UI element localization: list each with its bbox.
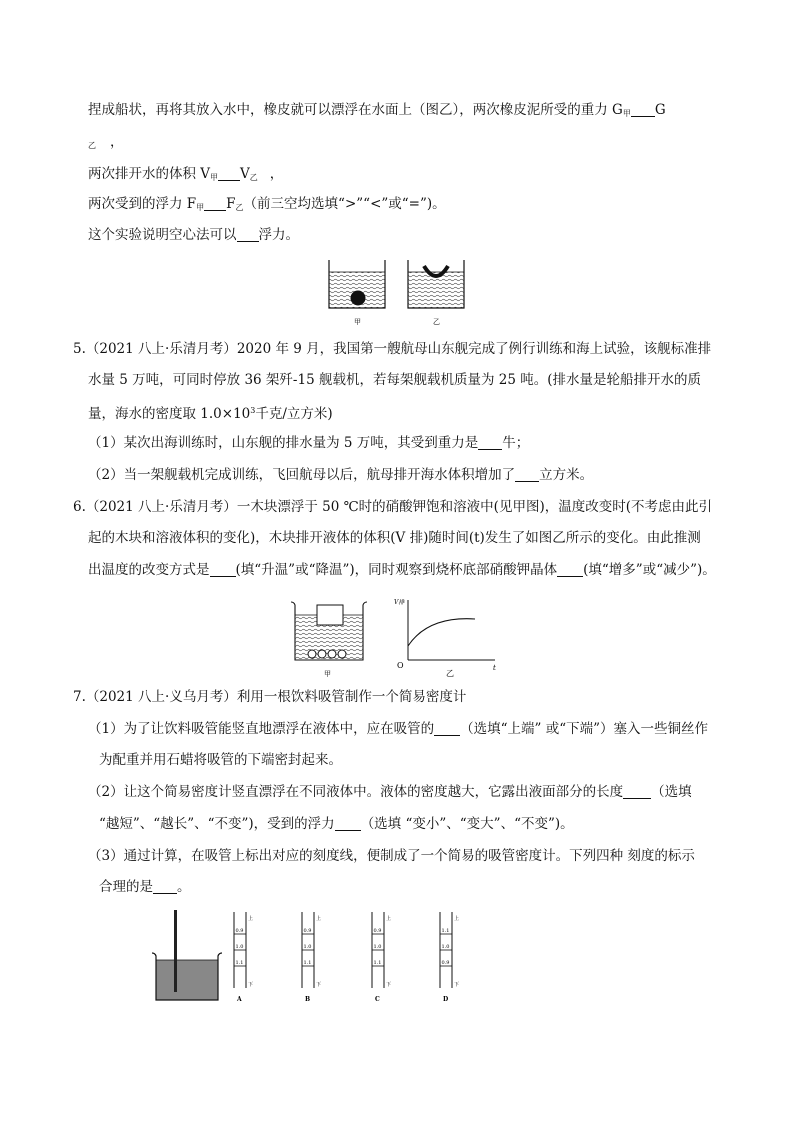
q7-blank-4[interactable] — [153, 879, 177, 894]
q4-line4: 两次受到的浮力 $F_甲$ $F_乙$（前三空均选填“>”“<”或“=”)。 — [88, 196, 446, 212]
scale-mark: 0.9 — [441, 960, 450, 966]
scale-mark: 1.1 — [303, 960, 312, 966]
dark-liquid — [156, 960, 218, 1000]
v-label: V排 — [394, 599, 405, 606]
q5-line1: 5.（2021 八上·乐清月考）2020 年 9 月，我国第一艘航母山东舰完成了例行训练和海上试验，该舰标准排 — [73, 341, 712, 357]
q6-line1: 6.（2021 八上·乐清月考）一木块漂浮于 50 ℃时的硝酸钾饱和溶液中(见甲图)，温度改变时(不考虑由此引 — [73, 499, 712, 515]
q6-line2: 起的木块和溶液体积的变化)，木块排开液体的体积(V 排)随时间(t)发生了如图乙所示的变化。由此推测 — [88, 530, 701, 546]
q6-figure — [290, 596, 500, 680]
origin-label: O — [397, 661, 404, 670]
scale-mark: 1.1 — [373, 960, 382, 966]
option-label: D — [443, 996, 449, 1003]
q4-blank-method[interactable] — [237, 227, 259, 242]
q4-blank-g[interactable] — [631, 102, 655, 117]
scale-mark: 1.0 — [303, 944, 312, 950]
q6-blank-2[interactable] — [557, 562, 583, 577]
straw-top-label: 上 — [454, 916, 460, 922]
straw-bottom-label: 下 — [316, 982, 322, 988]
q7-sub1: （1）为了让饮料吸管能竖直地漂浮在液体中，应在吸管的 （选填“上端” 或“下端”）塞入一些铜丝作 — [88, 721, 708, 737]
q5-blank-1[interactable] — [478, 435, 502, 450]
straw-top-label: 上 — [316, 916, 322, 922]
scale-mark: 0.9 — [235, 928, 244, 934]
beakers-svg — [322, 258, 472, 330]
straw — [174, 910, 177, 992]
t-label: t — [493, 664, 496, 672]
straw-bottom-label: 下 — [454, 982, 460, 988]
scale-mark: 1.0 — [373, 944, 382, 950]
q5-line2: 水量 5 万吨，可同时停放 36 架歼-15 舰载机，若每架舰载机质量为 25 吨。(排水量是轮船排开水的质 — [88, 372, 701, 388]
q4-line2: $_乙$ ， — [88, 134, 124, 150]
scale-mark: 0.9 — [373, 928, 382, 934]
q6-blank-1[interactable] — [210, 562, 236, 577]
q6-figure-svg — [290, 596, 500, 680]
q5-sub2: （2）当一架舰载机完成训练，飞回航母以后，航母排开海水体积增加了 立方米。 — [88, 467, 594, 483]
label-jia: 甲 — [324, 670, 331, 678]
option-label: A — [237, 996, 242, 1003]
q7-sub3: （3）通过计算，在吸管上标出对应的刻度线，便制成了一个简易的吸管密度计。下列四种 刻度的标示 — [88, 848, 695, 864]
label-yi: 乙 — [446, 669, 454, 678]
scale-mark: 1.0 — [441, 944, 450, 950]
q4-line3: 两次排开水的体积 $V_甲$ $V_乙$ ， — [88, 166, 284, 182]
scale-mark: 1.0 — [235, 944, 244, 950]
q4-figure-beakers — [322, 258, 472, 330]
v-curve — [408, 619, 475, 646]
q4-line1: 捏成船状，再将其放入水中，橡皮就可以漂浮在水面上（图乙），两次橡皮泥所受的重力 $G_甲$ G — [88, 102, 666, 118]
scale-mark: 1.1 — [235, 960, 244, 966]
straw-bottom-label: 下 — [386, 982, 392, 988]
q6-line3: 出温度的改变方式是 (填“升温”或“降温”)，同时观察到烧杯底部硝酸钾晶体 (填“增多”或“减少”)。 — [88, 562, 716, 578]
q7-blank-1[interactable] — [434, 721, 460, 736]
label-yi: 乙 — [433, 318, 440, 326]
q7-sub1-cont: 为配重并用石蜡将吸管的下端密封起来。 — [99, 752, 342, 768]
q7-line1: 7.（2021 八上·义乌月考）利用一根饮料吸管制作一个简易密度计 — [73, 689, 467, 705]
q5-line3: 量，海水的密度取 $1.0\times 10^3$千克/立方米) — [88, 406, 333, 422]
label-jia: 甲 — [354, 318, 361, 326]
q7-sub2-cont: “越短”、“越长”、“不变”)，受到的浮力 （选填 “变小”、“变大”、“不变”)。 — [99, 816, 574, 832]
q5-blank-2[interactable] — [515, 467, 539, 482]
q7-blank-2[interactable] — [623, 784, 651, 799]
q7-blank-3[interactable] — [335, 816, 361, 831]
q4-blank-f[interactable] — [204, 196, 226, 211]
q4-blank-v[interactable] — [218, 166, 240, 181]
scale-mark: 0.9 — [303, 928, 312, 934]
q7-sub3-cont: 合理的是 。 — [99, 879, 191, 895]
straw-top-label: 上 — [386, 916, 392, 922]
clay-ball — [351, 291, 366, 306]
q7-figure-svg — [150, 908, 470, 1006]
q7-sub2: （2）让这个简易密度计竖直漂浮在不同液体中。液体的密度越大，它露出液面部分的长度 （选填 — [88, 784, 692, 800]
q7-figure — [150, 908, 470, 1006]
straw-bottom-label: 下 — [248, 982, 254, 988]
wood-block — [317, 605, 343, 625]
q5-sub1: （1）某次出海训练时，山东舰的排水量为 5 万吨，其受到重力是 牛； — [88, 435, 530, 451]
crystals — [338, 650, 346, 658]
option-label: B — [305, 996, 311, 1003]
straw-top-label: 上 — [248, 916, 254, 922]
scale-mark: 1.1 — [441, 928, 450, 934]
q4-line5: 这个实验说明空心法可以 浮力。 — [88, 227, 299, 243]
option-label: C — [375, 996, 380, 1003]
